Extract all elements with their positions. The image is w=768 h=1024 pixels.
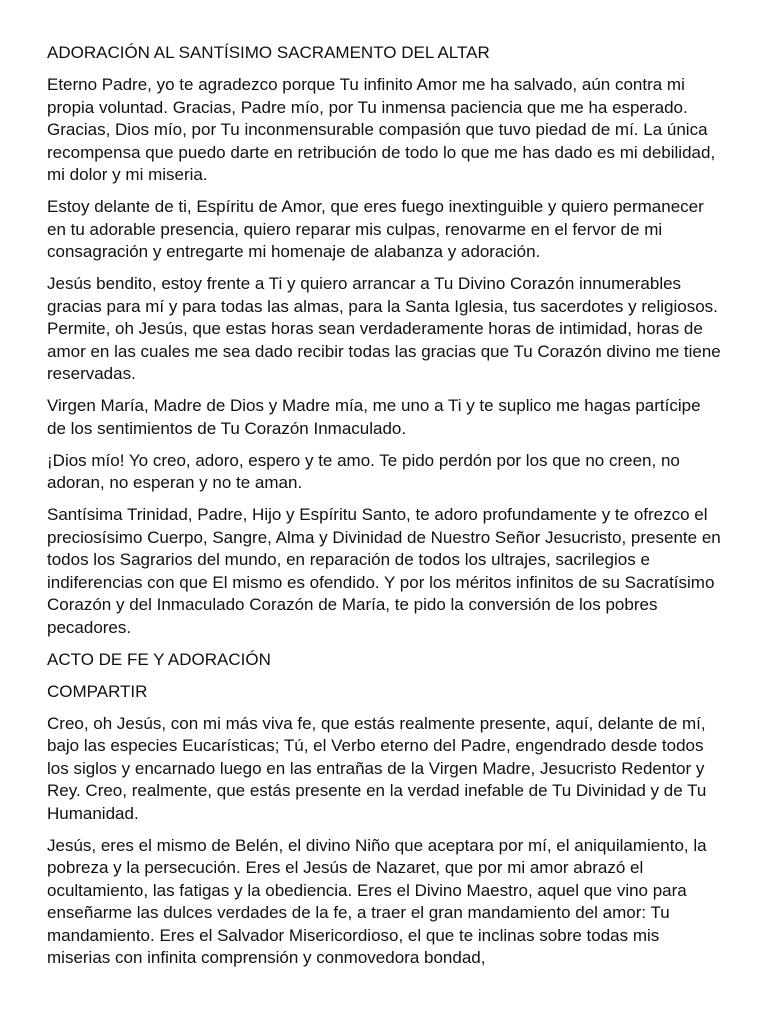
paragraph-santisima-trinidad: Santísima Trinidad, Padre, Hijo y Espíritu Santo, te adoro profundamente y te ofrezco el preciosísimo Cuerpo, Sangre, Alma y Divinidad de Nuestro Señor Jesucristo, presente en todos los Sagrarios del mundo, en reparación de todos los ultrajes, sacrilegios e indiferencias con que El mismo es ofendido. Y por los méritos infinitos de su Sacratísimo Corazón y del Inmaculado Corazón de María, te pido la conversión de los pobres pecadores. — [47, 505, 721, 637]
paragraph-jesus-belen: Jesús, eres el mismo de Belén, el divino Niño que aceptara por mí, el aniquilamiento, la pobreza y la persecución. Eres el Jesús de Nazaret, que por mi amor abrazó el ocultamiento, las fatigas y la obediencia. Eres el Divino Maestro, aquel que vino para enseñarme las dulces verdades de la fe, a traer el gran mandamiento del amor: Tu mandamiento. Eres el Salvador Misericordioso, el que te inclinas sobre todas mis miserias con infinita comprensión y conmovedora bondad, — [47, 835, 707, 967]
share-label[interactable]: COMPARTIR — [47, 681, 148, 701]
document-title: ADORACIÓN AL SANTÍSIMO SACRAMENTO DEL ALTAR — [47, 43, 490, 62]
document-page — [47, 42, 723, 979]
paragraph-dios-mio: ¡Dios mío! Yo creo, adoro, espero y te amo. Te pido perdón por los que no creen, no adoran, no esperan y no te aman. — [47, 450, 680, 492]
paragraph-virgen-maria: Virgen María, Madre de Dios y Madre mía, me uno a Ti y te suplico me hagas partícipe de los sentimientos de Tu Corazón Inmaculado. — [47, 396, 701, 438]
paragraph-espiritu-de-amor: Estoy delante de ti, Espíritu de Amor, que eres fuego inextinguible y quiero permanecer en tu adorable presencia, quiero reparar mis culpas, renovarme en el fervor de mi consagración y entregarte mi homenaje de alabanza y adoración. — [47, 197, 704, 261]
paragraph-eterno-padre: Eterno Padre, yo te agradezco porque Tu infinito Amor me ha salvado, aún contra mi propia voluntad. Gracias, Padre mío, por Tu inmensa paciencia que me ha esperado. Gracias, Dios mío, por Tu inconmensurable compasión que tuvo piedad de mí. La única recompensa que puedo darte en retribución de todo lo que me has dado es mi debilidad, mi dolor y mi miseria. — [47, 75, 716, 184]
section-heading: ACTO DE FE Y ADORACIÓN — [47, 649, 271, 669]
paragraph-creo-oh-jesus: Creo, oh Jesús, con mi más viva fe, que estás realmente presente, aquí, delante de mí, bajo las especies Eucarísticas; Tú, el Verbo eterno del Padre, engendrado desde todos los siglos y encarnado luego en las entrañas de la Virgen Madre, Jesucristo Redentor y Rey. Creo, realmente, que estás presente en la verdad inefable de Tu Divinidad y de Tu Humanidad. — [47, 713, 707, 823]
paragraph-jesus-bendito: Jesús bendito, estoy frente a Ti y quiero arrancar a Tu Divino Corazón innumerables gracias para mí y para todas las almas, para la Santa Iglesia, tus sacerdotes y religiosos. Permite, oh Jesús, que estas horas sean verdaderamente horas de intimidad, horas de amor en las cuales me sea dado recibir todas las gracias que Tu Corazón divino me tiene reservadas. — [47, 274, 721, 383]
